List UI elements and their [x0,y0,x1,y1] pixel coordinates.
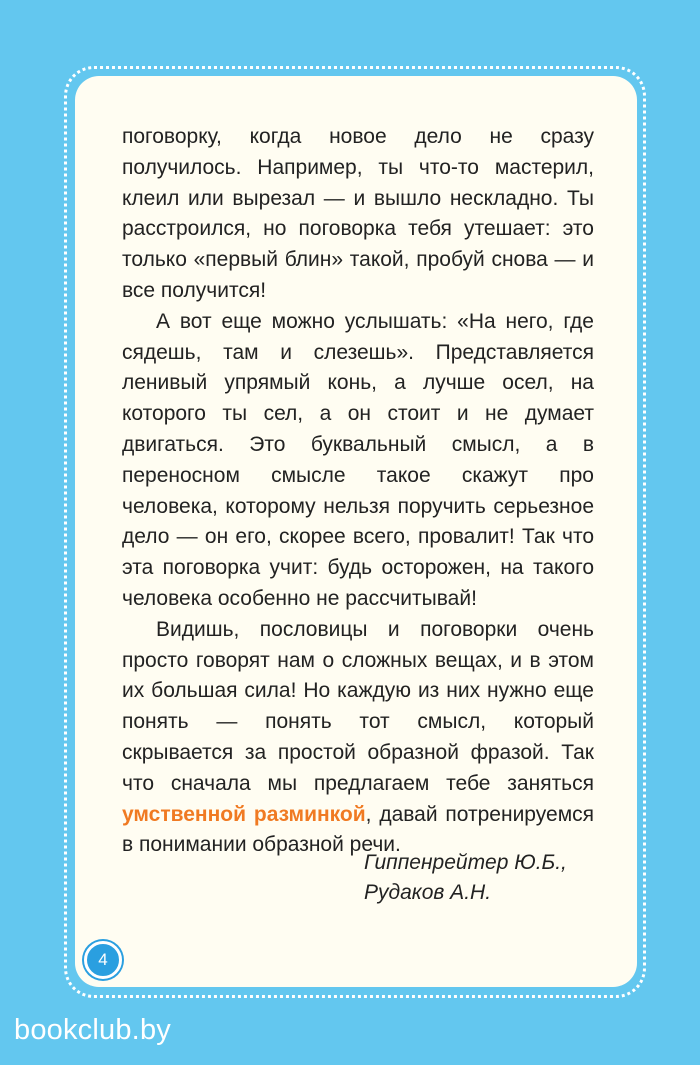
site-watermark: bookclub.by [14,1014,171,1046]
body-text [122,122,594,861]
highlighted-phrase: умственной разминкой [122,802,366,826]
page-number-badge: 4 [84,941,122,979]
paragraph-3 [122,615,594,861]
paragraph-2: А вот еще можно услышать: «На него, где сядешь, там и слезешь». Представляется ленивый упрямый конь, а лучше осел, на которого ты сел, а он стоит и не думает двигаться. Это буквальный смысл, а в переносном смысле такое скажут про человека, которому нельзя поручить серьезное дело — он его, скорее всего, провалит! Так что эта поговорка учит: будь осторожен, на такого человека особенно не рассчитывай! [122,309,594,610]
paragraph-1: поговорку, когда новое дело не сразу получилось. Например, ты что-то мастерил, клеил или вырезал — и вышло нескладно. Ты расстроился, но поговорка тебя утешает: это только «первый блин» такой, пробуй снова — и все получится! [122,125,594,302]
paragraph-3-end: , давай потренируемся в понимании образной речи. [122,802,595,857]
author-line-1: Гиппенрейтер Ю.Б., [364,851,567,874]
authors-signature [364,848,567,908]
author-line-2: Рудаков А.Н. [364,881,492,904]
paragraph-3-start: Видишь, пословицы и поговорки очень просто говорят нам о сложных вещах, и в этом их большая сила! Но каждую из них нужно еще понять — понять тот смысл, который скрывается за простой образной фразой. Так что сначала мы предлагаем тебе заняться [122,617,594,795]
